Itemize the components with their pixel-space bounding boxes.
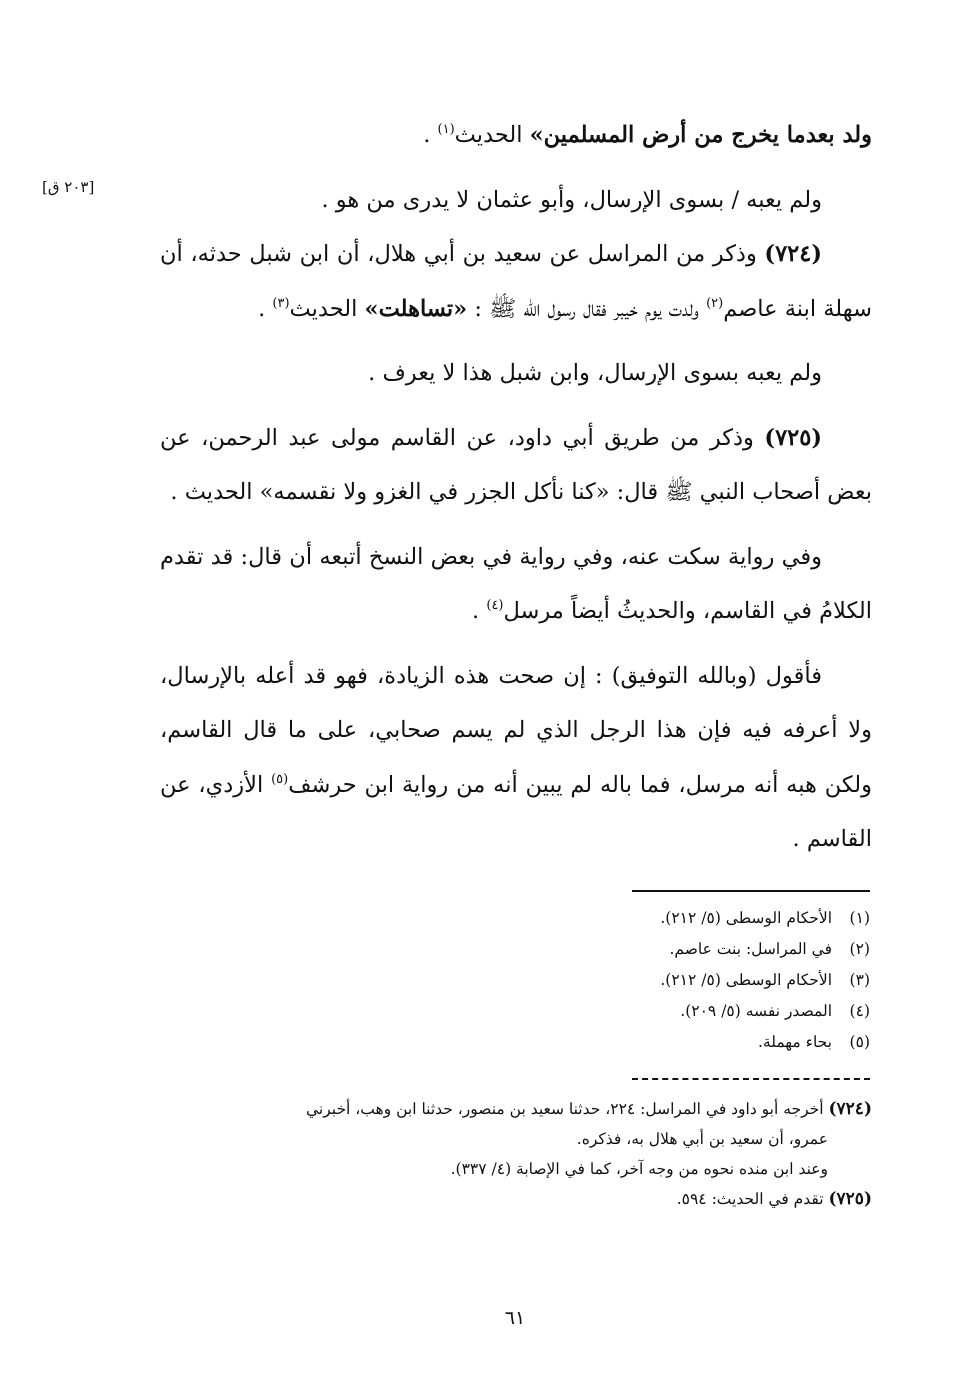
takhrij-divider	[632, 1078, 870, 1080]
paragraph-6	[160, 530, 872, 639]
note-text: تقدم في الحديث: ٥٩٤.	[676, 1190, 829, 1208]
footnotes	[160, 903, 870, 1058]
main-text	[160, 108, 872, 867]
text: فأقول (وبالله التوفيق) : إن صحت هذه الزيادة، فهو قد أعله بالإرسال، ولا أعرفه فيه فإن هذا الرجل الذي لم يسم صحابي، على ما قال القاسم، ولكن هبه أنه مرسل، فما باله لم يبين أنه من رواية ابن حرشف	[160, 662, 872, 798]
hadith-quote-end: ولد بعدما يخرج من أرض المسلمين»	[529, 122, 872, 148]
footnote-text: الأحكام الوسطى (٥/ ٢١٢).	[660, 909, 832, 927]
footnote-ref: (٢)	[706, 295, 724, 311]
margin-manuscript-ref: [٢٠٣ ق]	[42, 178, 95, 196]
footnote-line	[160, 934, 870, 965]
footnote-number: (٥)	[849, 1033, 870, 1051]
note-724-extra: وعند ابن منده نحوه من وجه آخر، كما في الإصابة (٤/ ٣٣٧).	[450, 1160, 828, 1178]
footnote-ref: (٣)	[272, 295, 290, 311]
text: .	[258, 295, 273, 322]
footnote-ref: (٥)	[271, 771, 289, 787]
footnote-text: الأحكام الوسطى (٥/ ٢١٢).	[660, 971, 832, 989]
text: .	[423, 122, 438, 148]
footnote-ref: (١)	[437, 122, 455, 137]
text: الأزدي، عن القاسم .	[160, 771, 872, 852]
paragraph-1	[160, 108, 872, 163]
paragraph-4: ولم يعبه بسوى الإرسال، وابن شبل هذا لا يعرف .	[368, 360, 822, 386]
footnote-number: (٣)	[849, 971, 870, 989]
footnote-line	[160, 903, 870, 934]
note-number: (٧٢٤)	[828, 1099, 872, 1119]
text: وذكر من طريق أبي داود، عن القاسم مولى عبد الرحمن، عن بعض أصحاب النبي ﷺ قال: «كنا نأكل الجزر في الغزو ولا نقسمه» الحديث .	[160, 424, 872, 505]
page-number: ٦١	[504, 1307, 526, 1329]
footnote-number: (٤)	[849, 1002, 870, 1020]
footnote-number: (١)	[849, 909, 870, 927]
note-text: أخرجه أبو داود في المراسل: ٢٢٤، حدثنا سعيد بن منصور، حدثنا ابن وهب، أخبرني	[306, 1100, 829, 1118]
text: الحديث	[454, 122, 530, 148]
text: ولدت يوم خيبر فقال رسول الله ﷺ :	[467, 295, 707, 322]
paragraph-725	[160, 411, 872, 520]
note-724	[160, 1094, 872, 1124]
text: وذكر من المراسل عن سعيد بن أبي هلال، أن ابن شبل حدثه، أن سهلة ابنة عاصم	[160, 241, 872, 322]
footnote-text: بحاء مهملة.	[757, 1033, 832, 1051]
paragraph-724	[160, 227, 872, 336]
text: .	[472, 598, 487, 624]
paragraph-2: ولم يعبه / بسوى الإرسال، وأبو عثمان لا يدرى من هو .	[321, 186, 822, 213]
footnote-divider	[632, 890, 870, 892]
note-number: (٧٢٥)	[828, 1189, 872, 1209]
hadith-number: (٧٢٥)	[764, 424, 822, 451]
text: الحديث	[289, 295, 365, 322]
footnote-line	[160, 1027, 870, 1058]
text: وفي رواية سكت عنه، وفي رواية في بعض النسخ أتبعه أن قال: قد تقدم الكلامُ في القاسم، والحديثُ أيضاً مرسل	[160, 543, 872, 624]
footnote-line	[160, 965, 870, 996]
hadith-number: (٧٢٤)	[764, 241, 822, 267]
hadith-quote: «تساهلت»	[364, 295, 468, 322]
footnote-ref: (٤)	[486, 598, 504, 613]
paragraph-7	[160, 649, 872, 867]
note-725	[160, 1184, 872, 1214]
footnote-line	[160, 996, 870, 1027]
footnote-text: في المراسل: بنت عاصم.	[669, 940, 832, 958]
note-724-cont: عمرو، أن سعيد بن أبي هلال به، فذكره.	[576, 1130, 828, 1148]
footnote-text: المصدر نفسه (٥/ ٢٠٩).	[680, 1002, 832, 1020]
footnote-number: (٢)	[849, 940, 870, 958]
takhrij-notes	[160, 1094, 872, 1214]
